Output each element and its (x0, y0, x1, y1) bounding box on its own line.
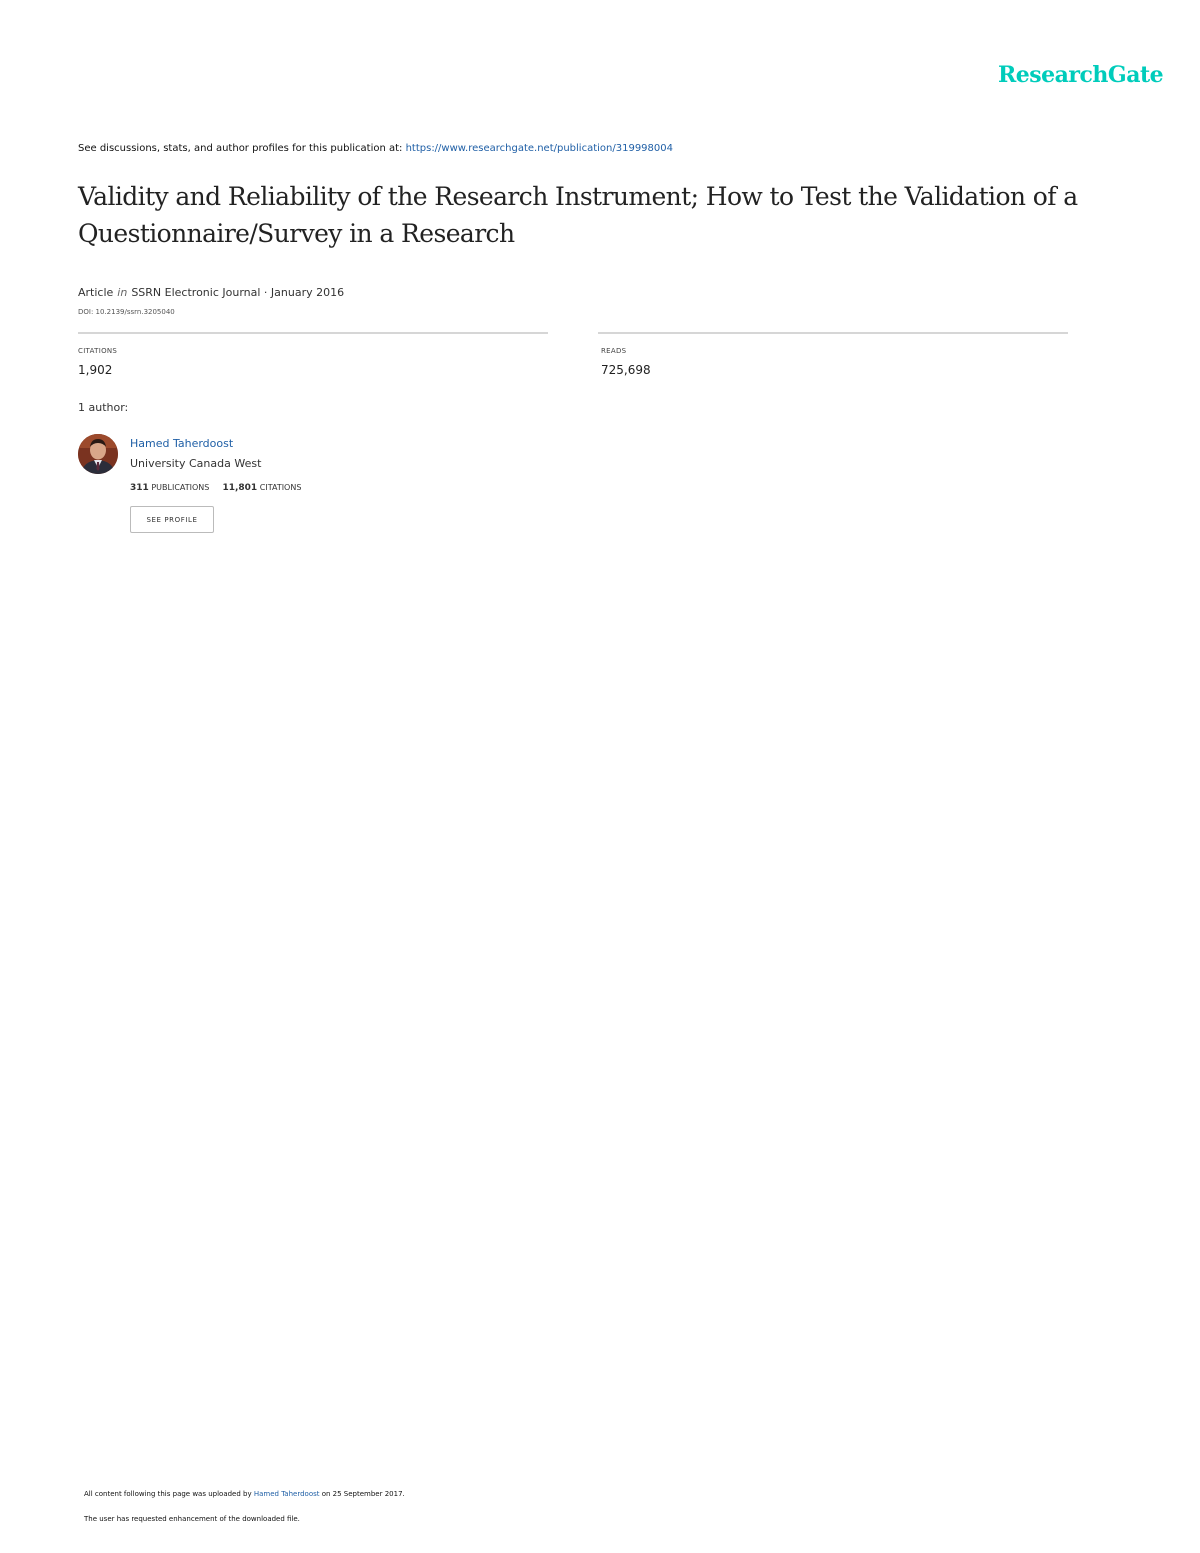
publication-url-link[interactable]: https://www.researchgate.net/publication/319998004 (405, 143, 673, 154)
see-profile-button[interactable]: SEE PROFILE (130, 506, 214, 533)
author-publications-count: 311 (130, 483, 149, 493)
discussion-line (78, 142, 673, 156)
author-stats (130, 482, 301, 494)
doi-text: DOI: 10.2139/ssrn.3205040 (78, 308, 175, 316)
upload-prefix: All content following this page was uploaded by (84, 1490, 254, 1498)
publication-title: Validity and Reliability of the Research Instrument; How to Test the Validation of a Questionnaire/Survey in a Research (78, 182, 1078, 248)
reads-divider (598, 332, 1068, 334)
author-publications-label: PUBLICATIONS (151, 483, 210, 492)
journal-and-date: SSRN Electronic Journal · January 2016 (131, 286, 345, 299)
reads-label: READS (601, 347, 627, 355)
in-label: in (117, 286, 128, 299)
author-name-link[interactable]: Hamed Taherdoost (130, 437, 234, 450)
author-count-label: 1 author: (78, 401, 129, 414)
citations-value: 1,902 (78, 363, 113, 377)
researchgate-logo[interactable]: ResearchGate (998, 62, 1164, 88)
author-institution: University Canada West (130, 457, 262, 470)
avatar-photo-icon (78, 434, 118, 474)
author-avatar[interactable] (78, 434, 118, 474)
author-citations-count: 11,801 (222, 483, 258, 493)
upload-note (84, 1489, 405, 1499)
discussion-prefix: See discussions, stats, and author profiles for this publication at: (78, 143, 406, 154)
upload-author-link[interactable]: Hamed Taherdoost (253, 1490, 320, 1498)
reads-value: 725,698 (601, 363, 651, 377)
enhancement-note: The user has requested enhancement of the downloaded file. (84, 1515, 300, 1523)
citations-divider (78, 332, 548, 334)
author-citations-label: CITATIONS (259, 483, 302, 492)
citations-label: CITATIONS (78, 347, 118, 355)
publication-meta (78, 285, 344, 300)
publication-type: Article (78, 286, 114, 299)
upload-suffix: on 25 September 2017. (319, 1490, 405, 1498)
